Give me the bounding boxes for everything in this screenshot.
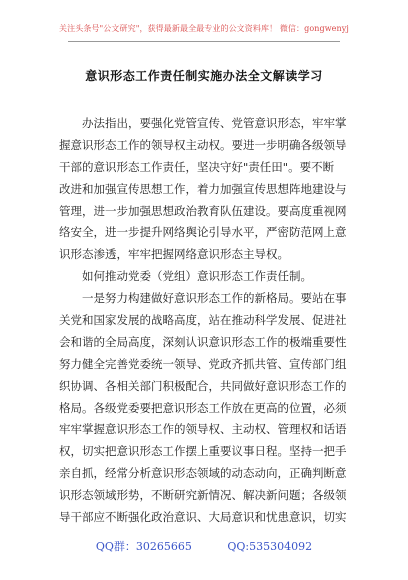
body-line: 络安全，进一步提升网络舆论引导水平，严密防范网上意 (59, 225, 347, 240)
footer-contact (0, 538, 408, 554)
body-line: 导干部应不断强化政治意识、大局意识和忧患意识，切实 (59, 510, 347, 525)
body-line: 会和谐的全局高度，深刻认识意识形态工作的极端重要性 (59, 334, 347, 349)
footer-qq-group: QQ群：30265665 (95, 540, 192, 553)
body-line: 织协调、各相关部门积极配合，共同做好意识形态工作的 (59, 378, 347, 393)
body-line: 管理，进一步加强思想政治教育队伍建设。要高度重视网 (59, 203, 347, 218)
body-line: 亲自抓，经常分析意识形态领域的动态动向，正确判断意 (59, 466, 347, 481)
body-line: 干部的意识形态工作责任，坚决守好"责任田"。要不断 (59, 159, 335, 174)
body-line: 识形态渗透，牢牢把握网络意识形态主导权。 (59, 247, 289, 262)
body-line: 如何推动党委（党组）意识形态工作责任制。 (59, 269, 312, 284)
body-line: 一是努力构建做好意识形态工作的新格局。要站在事 (59, 291, 347, 306)
body-line: 权，切实把意识形态工作摆上重要议事日程。坚持一把手 (59, 444, 347, 459)
document-body (59, 113, 355, 529)
document-title: 意识形态工作责任制实施办法全文解读学习 (85, 69, 323, 83)
body-line: 格局。各级党委要把意识形态工作放在更高的位置，必须 (59, 400, 347, 415)
body-line: 关党和国家发展的战略高度，站在推动科学发展、促进社 (59, 313, 347, 328)
footer-qq-number: QQ:535304092 (227, 540, 313, 553)
body-line: 改进和加强宣传思想工作，着力加强宣传思想阵地建设与 (59, 181, 347, 196)
header-note: 关注头条号"公文研究"，获得最新最全最专业的公文资料库！ 微信：gongwenyj (59, 24, 349, 33)
body-line: 办法指出，要强化党管宣传、党管意识形态，牢牢掌 (59, 116, 347, 130)
body-line: 牢牢掌握意识形态工作的领导权、主动权、管理权和话语 (59, 422, 347, 437)
body-line: 握意识形态工作的领导权主动权。要进一步明确各级领导 (59, 137, 347, 152)
body-line: 努力健全完善党委统一领导、党政齐抓共管、宣传部门组 (59, 356, 347, 371)
header-divider (68, 41, 340, 42)
body-line: 识形态领域形势，不断研究新情况、解决新问题；各级领 (59, 488, 347, 503)
